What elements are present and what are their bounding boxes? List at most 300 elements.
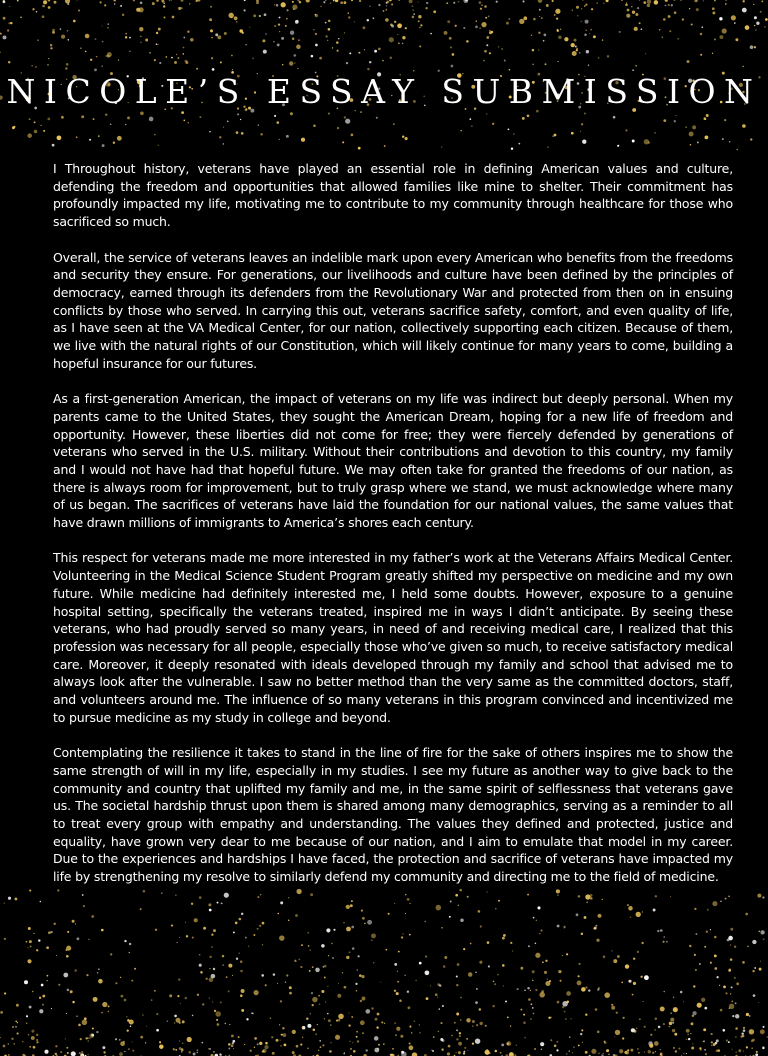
glitter-dot [104,4,106,6]
glitter-dot [459,1035,461,1037]
glitter-dot [575,46,577,48]
glitter-dot [210,29,213,32]
glitter-dot [176,54,177,55]
glitter-dot [61,35,65,39]
glitter-dot [126,1016,127,1017]
glitter-dot [479,27,481,29]
glitter-dot [374,1048,379,1053]
glitter-dot [608,1054,609,1055]
glitter-dot [493,981,495,983]
glitter-dot [179,1022,181,1024]
glitter-dot [725,0,726,1]
essay-paragraph: Overall, the service of veterans leaves an indelible mark upon every American who benefits from the freedoms and security they ensure. For generations, our livelihoods and culture have been defined by the principles of democracy, earned through its defenders from the Revolutionary War and protected from then on in ensuing conflicts by those who served. In carrying this out, veterans sacrifice safety, comfort, and even quality of life, as I have seen at the VA Medical Center, for our nation, collectively supporting each citizen. Because of them, we live with the natural rights of our Constitution, which will likely continue for many years to come, building a hopeful insurance for our futures. [53,249,733,371]
glitter-dot [425,7,427,9]
glitter-dot [714,967,717,970]
glitter-dot [3,35,7,39]
glitter-dot [29,1006,32,1009]
glitter-dot [562,1006,564,1008]
glitter-dot [326,928,330,932]
glitter-dot [391,25,394,28]
glitter-dot [154,59,156,61]
glitter-dot [301,138,305,142]
glitter-dot [670,1013,671,1014]
glitter-dot [129,1019,134,1024]
glitter-dot [110,123,112,125]
glitter-dot [274,115,276,117]
glitter-dot [764,26,766,28]
glitter-dot [523,1014,525,1016]
glitter-dot [762,896,764,898]
glitter-dot [636,1027,637,1028]
glitter-dot [72,920,75,923]
glitter-dot [36,1034,38,1036]
glitter-dot [532,1007,534,1009]
glitter-dot [236,958,238,960]
glitter-dot [467,1050,468,1051]
glitter-dot [754,25,755,26]
glitter-dot [352,947,355,950]
glitter-dot [760,930,764,934]
glitter-dot [673,997,674,998]
glitter-dot [289,61,293,65]
glitter-dot [762,1046,765,1049]
glitter-dot [183,37,185,39]
glitter-dot [572,51,577,56]
glitter-dot [119,1039,121,1041]
glitter-dot [151,999,152,1000]
glitter-dot [644,139,649,144]
glitter-dot [680,991,683,994]
glitter-dot [545,63,547,65]
glitter-dot [730,928,733,931]
glitter-dot [286,135,289,138]
glitter-dot [572,9,573,10]
glitter-dot [107,27,108,28]
glitter-dot [351,0,353,1]
glitter-dot [632,11,635,14]
glitter-dot [319,57,322,60]
glitter-dot [385,18,389,22]
glitter-dot [240,960,243,963]
glitter-dot [485,1050,490,1055]
glitter-dot [292,1030,296,1034]
glitter-dot [232,975,233,976]
glitter-dot [185,997,187,999]
glitter-dot [4,903,5,904]
glitter-dot [611,950,612,951]
glitter-dot [29,1046,31,1048]
glitter-dot [20,16,22,18]
glitter-dot [253,14,256,17]
glitter-dot [190,38,194,42]
glitter-dot [31,1036,35,1040]
glitter-dot [131,980,133,982]
glitter-dot [38,939,40,941]
glitter-dot [93,118,95,120]
glitter-dot [313,1028,316,1031]
glitter-dot [107,23,109,25]
glitter-dot [742,8,747,13]
glitter-dot [727,939,730,942]
glitter-dot [734,945,736,947]
glitter-dot [228,990,230,992]
glitter-dot [383,10,385,12]
glitter-dot [183,47,185,49]
glitter-dot [731,986,733,988]
glitter-dot [254,1047,255,1048]
glitter-dot [219,136,221,138]
glitter-dot [102,144,105,147]
glitter-dot [279,1024,280,1025]
glitter-dot [394,1022,395,1023]
glitter-dot [241,913,243,915]
glitter-dot [369,61,371,63]
glitter-dot [294,54,297,57]
glitter-dot [171,57,173,59]
glitter-dot [264,13,267,16]
glitter-dot [300,1044,302,1046]
glitter-dot [313,29,314,30]
glitter-dot [47,975,49,977]
glitter-dot [9,6,10,7]
glitter-dot [228,1043,231,1046]
glitter-dot [98,979,103,984]
glitter-dot [569,1036,571,1038]
glitter-dot [206,978,208,980]
essay-paragraph: As a first-generation American, the impact of veterans on my life was indirect but deeply personal. When my parents came to the United States, they sought the American Dream, hoping for a new life of freedom and opportunity. However, these liberties did not come for free; they were fiercely defended by generations of veterans who served in the U.S. military. Without their contributions and devotion to this country, my family and I would not have had that hopeful future. We may often take for granted the freedoms of our nation, as there is always room for improvement, but to truly grasp where we stand, we must acknowledge where many of us began. The sacrifices of veterans have laid the foundation for our national values, the same values that have drawn millions of immigrants to America’s shores each century. [53,391,733,531]
glitter-dot [552,135,554,137]
glitter-dot [235,922,238,925]
glitter-dot [48,0,51,2]
glitter-dot [55,1045,57,1047]
glitter-dot [373,962,374,963]
glitter-dot [264,1045,268,1049]
glitter-dot [533,1013,535,1015]
glitter-dot [76,1015,78,1017]
glitter-dot [732,1015,734,1017]
glitter-dot [306,1017,308,1019]
glitter-dot [386,0,389,3]
glitter-dot [463,1052,465,1054]
glitter-dot [48,58,49,59]
glitter-dot [556,17,558,19]
glitter-dot [532,980,534,982]
glitter-dot [300,966,302,968]
glitter-dot [444,31,448,35]
glitter-dot [310,1013,311,1014]
glitter-dot [311,55,314,58]
glitter-dot [763,938,765,940]
glitter-dot [479,1022,482,1025]
glitter-dot [50,47,52,49]
glitter-dot [695,933,697,935]
glitter-dot [625,964,629,968]
glitter-dot [348,1024,350,1026]
glitter-dot [402,933,403,934]
glitter-dot [289,986,292,989]
glitter-dot [752,1039,755,1042]
glitter-dot [410,1025,411,1026]
glitter-dot [332,957,334,959]
glitter-dot [576,6,579,9]
glitter-dot [633,958,635,960]
glitter-dot [315,1033,317,1035]
glitter-dot [40,125,41,126]
glitter-dot [325,35,327,37]
glitter-dot [714,0,716,2]
glitter-dot [357,1040,359,1042]
glitter-dot [239,29,243,33]
glitter-dot [98,135,100,137]
glitter-dot [549,980,551,982]
glitter-dot [389,56,392,59]
glitter-dot [637,7,639,9]
glitter-dot [495,908,497,910]
glitter-dot [632,994,634,996]
glitter-dot [115,982,117,984]
glitter-dot [555,9,560,14]
glitter-dot [509,1052,514,1056]
glitter-dot [613,116,616,119]
glitter-dot [643,1001,644,1002]
glitter-dot [129,952,130,953]
glitter-dot [456,1052,457,1053]
glitter-dot [475,1001,478,1004]
glitter-dot [382,60,384,62]
glitter-dot [240,970,243,973]
glitter-dot [29,889,31,891]
glitter-dot [532,970,535,973]
glitter-dot [96,56,98,58]
glitter-dot [42,15,45,18]
glitter-dot [371,1007,373,1009]
glitter-dot [159,1044,164,1049]
glitter-dot [125,124,126,125]
glitter-dot [440,1022,442,1024]
glitter-dot [687,60,690,63]
glitter-dot [377,1013,380,1016]
glitter-dot [472,1020,475,1023]
glitter-dot [388,913,390,915]
glitter-dot [577,15,578,16]
glitter-dot [476,21,477,22]
glitter-dot [66,946,71,951]
glitter-dot [290,31,294,35]
glitter-dot [32,991,34,993]
glitter-dot [315,44,318,47]
glitter-dot [296,45,301,50]
glitter-dot [619,1049,623,1053]
glitter-dot [547,146,549,148]
glitter-dot [360,1000,362,1002]
glitter-dot [259,1042,262,1045]
glitter-dot [95,38,97,40]
glitter-dot [621,982,623,984]
glitter-dot [356,1031,358,1033]
glitter-dot [728,968,731,971]
glitter-dot [163,5,165,7]
glitter-dot [8,897,11,900]
glitter-dot [534,1048,536,1050]
glitter-dot [731,1001,733,1003]
glitter-dot [714,38,716,40]
glitter-dot [566,991,571,996]
glitter-dot [692,1015,694,1017]
glitter-dot [531,35,532,36]
glitter-dot [274,25,276,27]
glitter-dot [683,1053,684,1054]
glitter-dot [725,3,727,5]
glitter-dot [665,5,667,7]
glitter-dot [576,49,578,51]
glitter-dot [27,947,28,948]
glitter-dot [530,990,531,991]
glitter-dot [746,1046,748,1048]
glitter-dot [360,1020,365,1025]
glitter-dot [726,1039,728,1041]
glitter-dot [719,35,723,39]
glitter-dot [158,145,159,146]
glitter-dot [413,10,414,11]
glitter-dot [626,14,630,18]
glitter-dot [617,955,620,958]
glitter-dot [43,130,45,132]
glitter-dot [418,15,421,18]
glitter-dot [469,118,471,120]
glitter-dot [342,141,344,143]
glitter-dot [101,1012,103,1014]
glitter-dot [692,125,696,129]
glitter-dot [91,915,94,918]
glitter-dot [574,39,577,42]
glitter-dot [448,1045,451,1048]
glitter-dot [743,1051,744,1052]
glitter-dot [520,967,523,970]
glitter-dot [711,1045,712,1046]
glitter-dot [12,1026,14,1028]
glitter-dot [644,1026,646,1028]
glitter-dot [281,4,283,6]
glitter-dot [33,1046,36,1049]
glitter-dot [463,1051,465,1053]
glitter-dot [639,1019,640,1020]
glitter-dot [402,43,403,44]
glitter-dot [576,913,579,916]
glitter-dot [654,1041,659,1046]
glitter-dot [604,992,610,998]
glitter-dot [129,51,130,52]
glitter-dot [458,1,460,3]
glitter-dot [118,59,119,60]
glitter-dot [187,30,189,32]
glitter-dot [265,984,267,986]
glitter-dot [259,925,261,927]
glitter-dot [128,1048,130,1050]
glitter-dot [633,982,636,985]
glitter-dot [533,18,536,21]
glitter-dot [244,9,246,11]
glitter-dot [52,144,55,147]
glitter-dot [31,65,32,66]
glitter-dot [459,1032,461,1034]
glitter-dot [401,936,403,938]
glitter-dot [133,0,135,1]
glitter-dot [67,931,69,933]
glitter-dot [719,985,720,986]
glitter-dot [107,52,112,57]
glitter-dot [93,997,98,1002]
glitter-dot [458,1051,461,1054]
glitter-dot [409,1042,411,1044]
glitter-dot [26,1015,28,1017]
glitter-dot [598,987,600,989]
glitter-dot [209,18,212,21]
glitter-dot [497,974,499,976]
glitter-dot [48,6,51,9]
glitter-dot [742,66,743,67]
glitter-dot [581,8,582,9]
glitter-dot [26,941,28,943]
glitter-dot [50,44,53,47]
glitter-dot [211,946,213,948]
glitter-dot [172,16,175,19]
glitter-dot [0,52,1,53]
glitter-dot [441,146,442,147]
glitter-dot [631,1028,635,1032]
glitter-dot [344,1,347,4]
glitter-dot [386,5,387,6]
glitter-dot [419,27,420,28]
glitter-dot [245,44,246,45]
glitter-dot [703,1028,706,1031]
glitter-dot [577,980,582,985]
glitter-dot [280,1000,282,1002]
glitter-dot [302,1027,304,1029]
glitter-dot [42,1004,44,1006]
glitter-dot [475,1041,477,1043]
glitter-dot [175,1049,177,1051]
glitter-dot [106,55,107,56]
glitter-dot [663,941,665,943]
glitter-dot [596,2,598,4]
glitter-dot [278,23,280,25]
glitter-dot [215,33,218,36]
glitter-dot [475,971,477,973]
glitter-dot [644,975,649,980]
glitter-dot [98,968,100,970]
glitter-dot [501,48,502,49]
glitter-dot [710,962,712,964]
glitter-dot [578,963,580,965]
glitter-dot [722,138,724,140]
glitter-dot [622,1037,624,1039]
glitter-dot [103,1051,105,1053]
glitter-dot [154,990,156,992]
glitter-dot [324,965,327,968]
glitter-dot [673,1047,675,1049]
glitter-dot [544,971,547,974]
glitter-dot [729,1004,734,1009]
glitter-dot [598,57,599,58]
glitter-dot [295,20,299,24]
glitter-dot [672,1022,674,1024]
glitter-dot [28,1034,29,1035]
glitter-dot [70,990,73,993]
glitter-dot [527,987,529,989]
glitter-dot [760,1029,765,1034]
glitter-dot [483,60,485,62]
glitter-dot [397,23,402,28]
